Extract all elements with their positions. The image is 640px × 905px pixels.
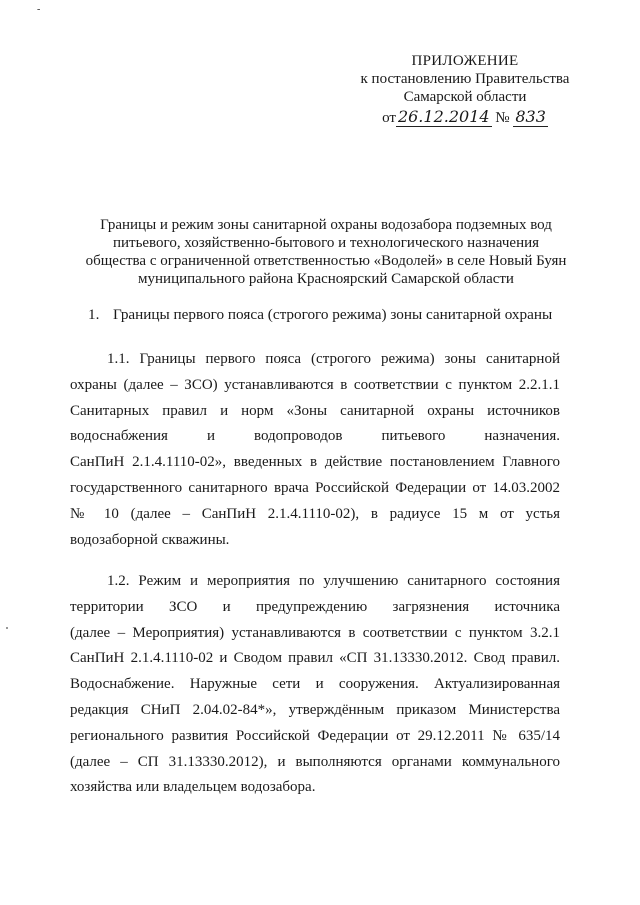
paragraph-line: регионального развития Российской Федерации от 29.12.2011 № 635/14: [70, 727, 560, 744]
section-number: 1.: [88, 306, 100, 323]
document-heading: [72, 216, 580, 288]
paragraph-line: Санитарных правил и норм «Зоны санитарной охраны источников: [70, 402, 560, 419]
paragraph-1-1: [70, 347, 560, 553]
heading-line: питьевого, хозяйственно-бытового и технологического назначения: [112, 235, 540, 251]
section-title-text: Границы первого пояса (строгого режима) зоны санитарной охраны: [113, 306, 553, 323]
number-prefix: №: [495, 110, 510, 126]
paragraph-line: 1.2. Режим и мероприятия по улучшению санитарного состояния: [107, 573, 560, 589]
paragraph-line: (далее – Мероприятия) устанавливаются в соответствии с пунктом 3.2.1: [70, 624, 560, 641]
heading-line: муниципального района Красноярский Самарской области: [138, 271, 514, 287]
paragraph-line: государственного санитарного врача Российской Федерации от 14.03.2002: [70, 479, 560, 496]
paragraph-line: редакция СНиП 2.04.02-84*», утверждённым приказом Министерства: [70, 701, 560, 718]
paragraph-line: 1.1. Границы первого пояса (строгого режима) зоны санитарной: [107, 351, 560, 367]
corner-mark: -: [37, 4, 41, 15]
paragraph-line: водоснабжения и водопроводов питьевого назначения.: [70, 428, 560, 445]
paragraph-line: хозяйства или владельцем водозабора.: [70, 779, 316, 796]
handwritten-number: 833: [515, 107, 546, 126]
date-prefix: от: [382, 110, 396, 126]
margin-dot: [6, 627, 8, 629]
paragraph-line: охраны (далее – ЗСО) устанавливаются в соответствии с пунктом 2.2.1.1: [70, 376, 560, 393]
paragraph-line: водозаборной скважины.: [70, 531, 230, 548]
paragraph-line: № 10 (далее – СанПиН 2.1.4.1110-02), в радиусе 15 м от устья: [70, 505, 560, 522]
paragraph-1-2: [70, 569, 560, 801]
handwritten-date: 26.12.2014: [397, 107, 490, 126]
appendix-dateline: [330, 108, 600, 127]
paragraph-line: СанПиН 2.1.4.1110-02», введенных в действие постановлением Главного: [70, 454, 560, 471]
heading-line: общества с ограниченной ответственностью «Водолей» в селе Новый Буян: [85, 253, 567, 269]
paragraph-line: (далее – СП 31.13330.2012), и выполняются органами коммунального: [70, 753, 560, 770]
paragraph-line: территории ЗСО и предупреждению загрязнения источника: [70, 598, 560, 615]
paragraph-line: Водоснабжение. Наружные сети и сооружения. Актуализированная: [70, 676, 560, 693]
section-title: [88, 306, 568, 324]
appendix-line-2: Самарской области: [403, 89, 527, 105]
paragraph-line: СанПиН 2.1.4.1110-02 и Сводом правил «СП 31.13330.2012. Свод правил.: [70, 650, 560, 667]
appendix-title: ПРИЛОЖЕНИЕ: [411, 53, 519, 69]
appendix-block: [330, 52, 600, 127]
heading-line: Границы и режим зоны санитарной охраны водозабора подземных вод: [100, 217, 552, 233]
appendix-line-1: к постановлению Правительства: [360, 71, 570, 87]
